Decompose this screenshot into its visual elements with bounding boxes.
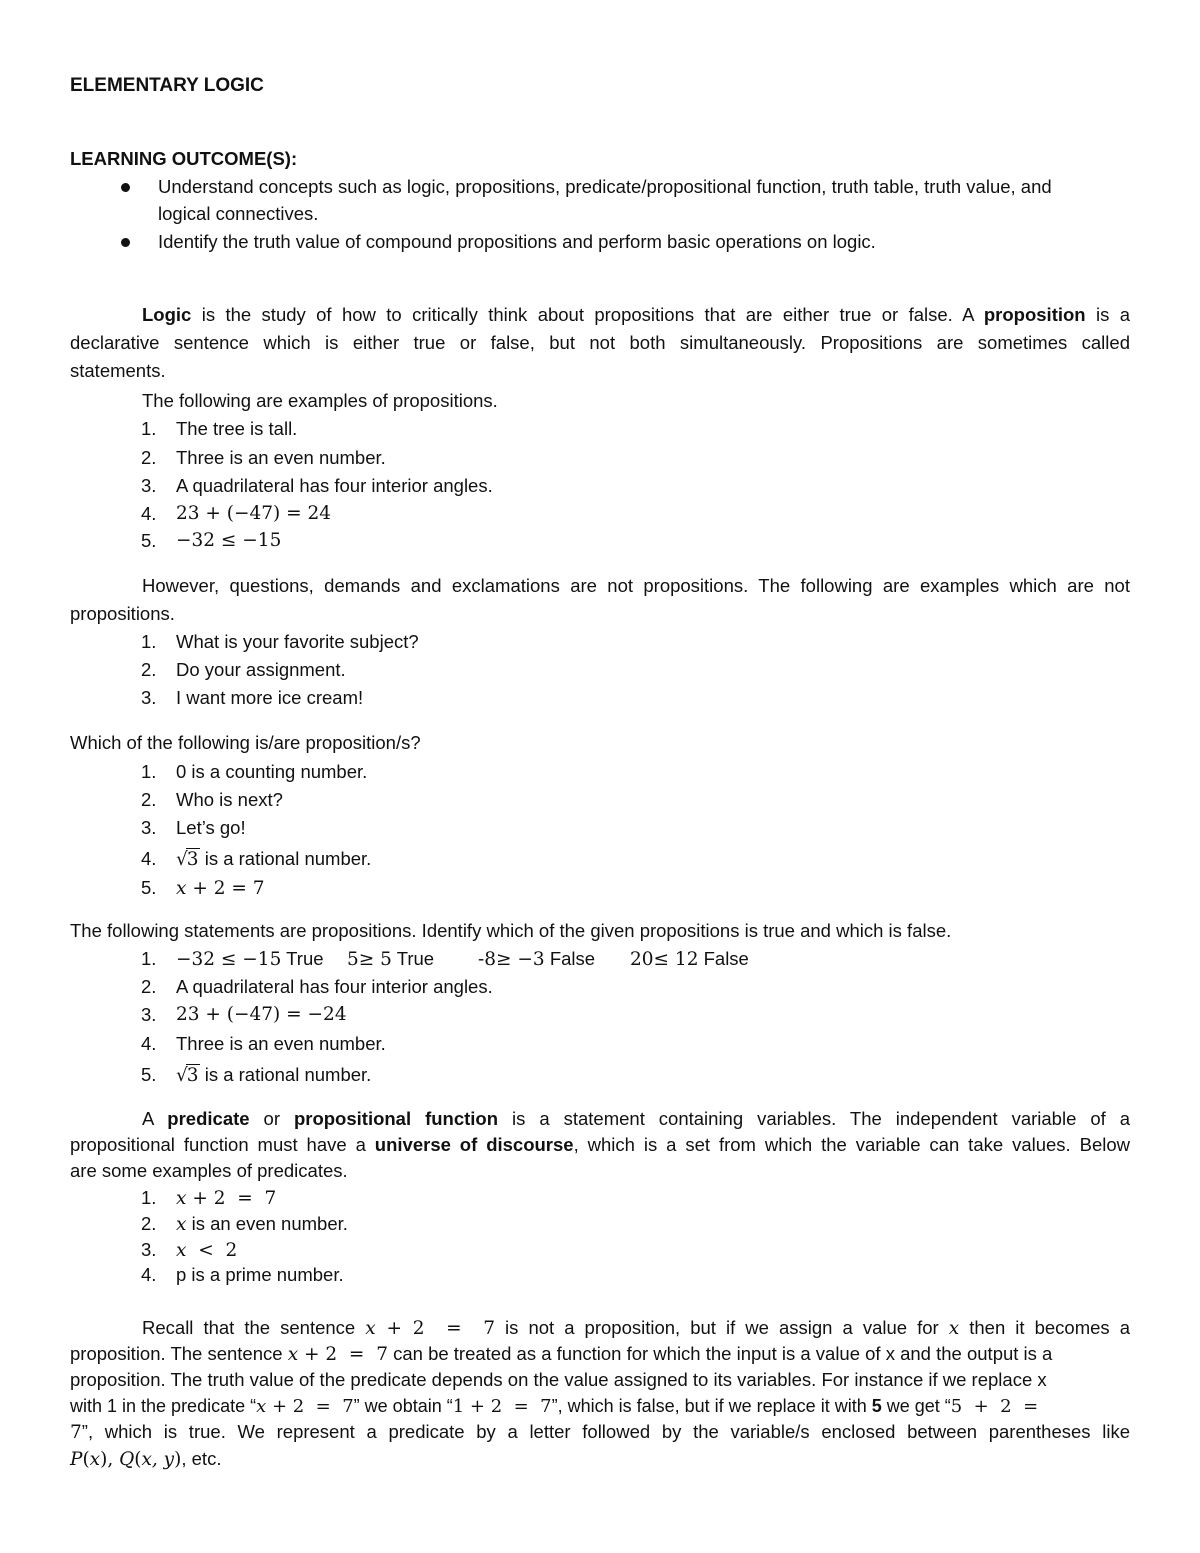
list-text: p is a prime number. bbox=[176, 1264, 344, 1285]
recall-value: 5 bbox=[871, 1396, 882, 1416]
list-math: 20≤ 12 bbox=[630, 949, 699, 970]
list-text: Three is an even number. bbox=[176, 1033, 386, 1054]
recall-text: with 1 in the predicate “ bbox=[70, 1396, 257, 1416]
list-text: A quadrilateral has four interior angles. bbox=[176, 475, 493, 496]
recall-math: ), bbox=[100, 1449, 120, 1470]
predicate-line bbox=[70, 1133, 1130, 1157]
term-logic: Logic bbox=[142, 304, 192, 325]
list-number: 1. bbox=[141, 418, 157, 439]
math-var: x bbox=[176, 1188, 187, 1209]
recall-line bbox=[70, 1447, 1130, 1472]
list-number: 4. bbox=[141, 848, 157, 869]
list-number: 5. bbox=[141, 530, 157, 551]
recall-math: + 2 = 7 bbox=[298, 1344, 388, 1365]
list-text: Do your assignment. bbox=[176, 659, 346, 680]
list-number: 2. bbox=[141, 659, 157, 680]
recall-math: ( bbox=[82, 1449, 90, 1470]
list-number: 5. bbox=[141, 1064, 157, 1085]
sqrt-radicand: 3 bbox=[186, 1065, 199, 1086]
nonprop-line: propositions. bbox=[70, 603, 175, 624]
list-text: The tree is tall. bbox=[176, 418, 298, 439]
outcome-item-cont: logical connectives. bbox=[158, 203, 319, 224]
recall-text: Recall that the sentence bbox=[142, 1317, 366, 1338]
list-math: 23 + (−47) = −24 bbox=[176, 1004, 347, 1025]
list-number: 5. bbox=[141, 877, 157, 898]
recall-text: can be treated as a function for which the input is a value of x and the output is a bbox=[387, 1343, 1053, 1364]
list-math: 23 + (−47) = 24 bbox=[176, 503, 332, 524]
bullet-icon bbox=[121, 238, 130, 247]
recall-line: proposition. The truth value of the predicate depends on the value assigned to its variables. For instance if we replace x bbox=[70, 1369, 1047, 1390]
term-propositional-function: propositional function bbox=[293, 1108, 499, 1129]
sqrt-symbol: √ bbox=[176, 849, 188, 870]
list-number: 1. bbox=[141, 631, 157, 652]
list-text: Who is next? bbox=[176, 789, 283, 810]
intro-line bbox=[70, 303, 1130, 327]
math-var: x bbox=[176, 1240, 187, 1261]
list-number: 4. bbox=[141, 1033, 157, 1054]
list-text: 0 is a counting number. bbox=[176, 761, 368, 782]
list-number: 3. bbox=[141, 817, 157, 838]
math-var: x bbox=[176, 1214, 187, 1235]
math-var: x bbox=[176, 878, 187, 899]
list-number: 3. bbox=[141, 1239, 157, 1260]
math-var: x bbox=[365, 1318, 376, 1339]
math-var: x bbox=[256, 1396, 267, 1417]
term-predicate: predicate bbox=[167, 1108, 250, 1129]
predicate-text: or bbox=[249, 1108, 294, 1129]
list-math: + 2 = 7 bbox=[186, 878, 265, 899]
recall-math: + 2 = 7 bbox=[375, 1318, 495, 1339]
math-var: Q bbox=[119, 1449, 135, 1470]
outcome-item: Understand concepts such as logic, propositions, predicate/propositional function, truth table, truth value, and bbox=[158, 176, 1052, 197]
list-number: 2. bbox=[141, 1213, 157, 1234]
list-number: 2. bbox=[141, 789, 157, 810]
math-var: P bbox=[70, 1449, 83, 1470]
examples-intro: The following are examples of propositions. bbox=[142, 390, 498, 411]
list-number: 1. bbox=[141, 761, 157, 782]
truth-label: False bbox=[544, 948, 596, 969]
recall-text: proposition. The sentence bbox=[70, 1343, 288, 1364]
bullet-icon bbox=[121, 183, 130, 192]
list-text: Three is an even number. bbox=[176, 447, 386, 468]
list-math: + 2 = 7 bbox=[186, 1188, 277, 1209]
sqrt-symbol: √ bbox=[176, 1065, 188, 1086]
list-number: 1. bbox=[141, 948, 157, 969]
truth-label: False bbox=[698, 948, 749, 969]
math-var: x, y bbox=[141, 1449, 175, 1470]
list-number: 3. bbox=[141, 687, 157, 708]
math-var: x bbox=[89, 1449, 101, 1470]
truth-label: True bbox=[391, 948, 435, 969]
list-number: 2. bbox=[141, 447, 157, 468]
recall-text: ”, which is false, but if we replace it with bbox=[551, 1396, 872, 1416]
which-question: Which of the following is/are proposition/s? bbox=[70, 732, 421, 753]
recall-line bbox=[70, 1394, 1130, 1419]
recall-math: ) bbox=[174, 1449, 182, 1470]
recall-line bbox=[70, 1316, 1130, 1341]
recall-text: we get “ bbox=[881, 1396, 951, 1416]
list-number: 4. bbox=[141, 503, 157, 524]
math-var: x bbox=[948, 1318, 960, 1339]
list-text: Let’s go! bbox=[176, 817, 246, 838]
list-text: What is your favorite subject? bbox=[176, 631, 419, 652]
nonprop-line bbox=[70, 574, 1130, 598]
list-text: is a rational number. bbox=[199, 1064, 372, 1085]
recall-text: ”, which is true. We represent a predicate by a letter followed by the variable/s enclosed between parentheses like bbox=[81, 1421, 1130, 1442]
list-math: −32 ≤ −15 bbox=[176, 530, 282, 551]
recall-math: 1 + 2 = 7 bbox=[452, 1396, 552, 1417]
nonprop-text: However, questions, demands and exclamations are not propositions. The following are examples which are not bbox=[142, 575, 1130, 596]
predicate-text: , which is a set from which the variable can take values. Below bbox=[573, 1134, 1130, 1155]
intro-text: is the study of how to critically think about propositions that are either true or false. A bbox=[191, 304, 984, 325]
list-math: -8≥ −3 bbox=[478, 949, 545, 970]
list-math: −32 ≤ −15 bbox=[176, 949, 282, 970]
list-text: A quadrilateral has four interior angles. bbox=[176, 976, 493, 997]
intro-text: is a bbox=[1085, 304, 1130, 325]
predicate-text: is a statement containing variables. The independent variable of a bbox=[498, 1108, 1131, 1129]
predicate-text: propositional function must have a bbox=[70, 1134, 375, 1155]
list-text: is an even number. bbox=[186, 1213, 348, 1234]
recall-text: , etc. bbox=[181, 1448, 222, 1469]
list-number: 1. bbox=[141, 1187, 157, 1208]
recall-math: ( bbox=[134, 1449, 142, 1470]
truth-label: True bbox=[281, 948, 324, 969]
recall-text: is not a proposition, but if we assign a value for bbox=[494, 1317, 949, 1338]
list-text: I want more ice cream! bbox=[176, 687, 364, 708]
document-title: ELEMENTARY LOGIC bbox=[70, 75, 264, 96]
list-number: 3. bbox=[141, 1004, 157, 1025]
math-var: x bbox=[287, 1344, 299, 1365]
list-number: 4. bbox=[141, 1264, 157, 1285]
intro-line: declarative sentence which is either true or false, but not both simultaneously. Propositions are sometimes called bbox=[70, 332, 1130, 353]
term-universe-of-discourse: universe of discourse bbox=[374, 1134, 574, 1155]
recall-text: then it becomes a bbox=[959, 1317, 1131, 1338]
list-number: 3. bbox=[141, 475, 157, 496]
recall-text: ” we obtain “ bbox=[353, 1396, 453, 1416]
recall-math: 7 bbox=[70, 1422, 82, 1443]
recall-line bbox=[70, 1420, 1130, 1445]
list-math: 5≥ 5 bbox=[347, 949, 392, 970]
outcomes-heading: LEARNING OUTCOME(S): bbox=[70, 148, 298, 169]
list-text: is a rational number. bbox=[199, 848, 372, 869]
predicate-text: A bbox=[142, 1108, 168, 1129]
predicate-line: are some examples of predicates. bbox=[70, 1160, 348, 1181]
outcome-item: Identify the truth value of compound propositions and perform basic operations on logic. bbox=[158, 231, 876, 252]
term-proposition: proposition bbox=[983, 304, 1086, 325]
list-math: < 2 bbox=[186, 1240, 238, 1261]
recall-line bbox=[70, 1342, 1130, 1367]
recall-math: 5 + 2 = bbox=[950, 1396, 1039, 1417]
sqrt-radicand: 3 bbox=[186, 849, 199, 870]
list-number: 2. bbox=[141, 976, 157, 997]
recall-math: + 2 = 7 bbox=[266, 1396, 354, 1417]
predicate-line bbox=[70, 1107, 1130, 1131]
truth-question: The following statements are propositions. Identify which of the given propositions is true and which is false. bbox=[70, 920, 952, 941]
intro-line: statements. bbox=[70, 360, 166, 381]
